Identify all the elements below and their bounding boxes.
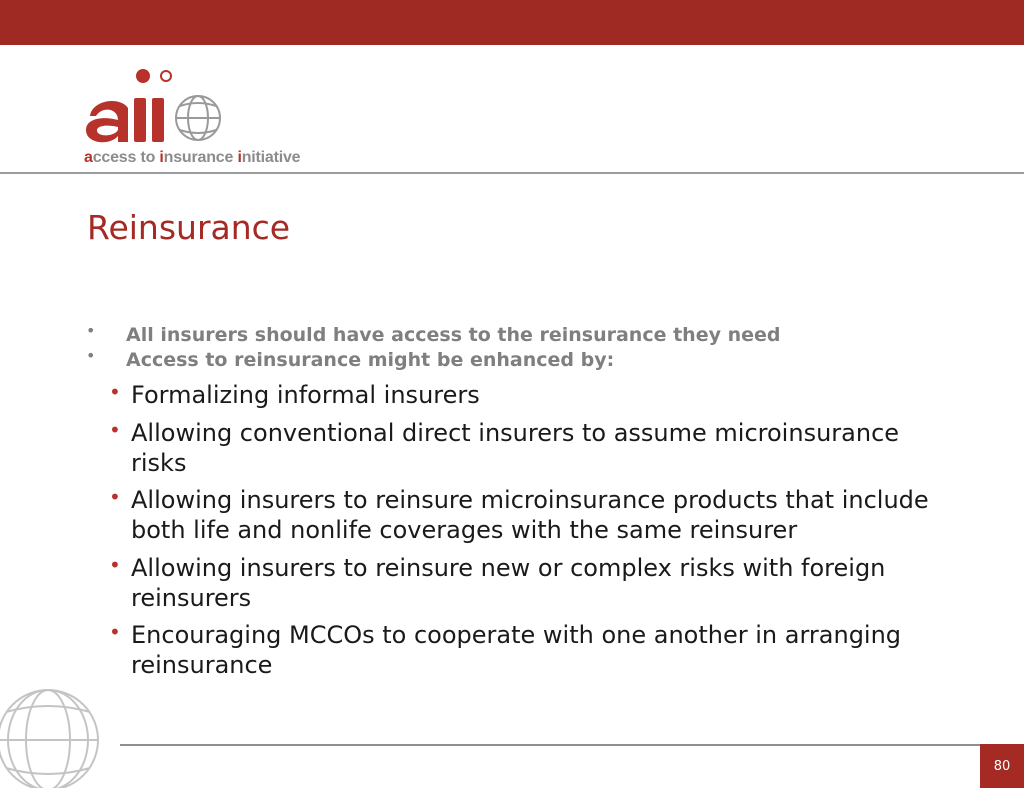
bullet-dot-icon: • — [109, 553, 121, 577]
globe-icon — [0, 676, 104, 788]
footer-divider — [120, 744, 980, 746]
bullet-dot-icon: • — [109, 620, 121, 644]
sub-bullet-point: Allowing insurers to reinsure microinsurance products that include both life and nonlife coverages with the same reinsurer — [131, 486, 929, 544]
sub-bullet-point: Encouraging MCCOs to cooperate with one another in arranging reinsurance — [131, 621, 902, 679]
bullet-dot-icon: • — [86, 321, 96, 340]
slide-title: Reinsurance — [87, 208, 291, 247]
bullet-point: Access to reinsurance might be enhanced by: — [126, 349, 615, 371]
header-divider — [0, 172, 1024, 174]
page-number: 80 — [980, 744, 1024, 788]
sub-bullet-point: Allowing conventional direct insurers to assume microinsurance risks — [131, 419, 900, 477]
logo-tagline: access to insurance initiative — [84, 149, 301, 166]
top-banner — [0, 0, 1024, 45]
sub-bullet-point: Allowing insurers to reinsure new or complex risks with foreign reinsurers — [131, 554, 886, 612]
sub-bullet-point: Formalizing informal insurers — [131, 381, 480, 409]
bullet-dot-icon: • — [109, 418, 121, 442]
bullet-dot-icon: • — [109, 485, 121, 509]
bullet-point: All insurers should have access to the reinsurance they need — [126, 324, 781, 346]
bullet-dot-icon: • — [86, 346, 96, 365]
bullet-dot-icon: • — [109, 380, 121, 404]
